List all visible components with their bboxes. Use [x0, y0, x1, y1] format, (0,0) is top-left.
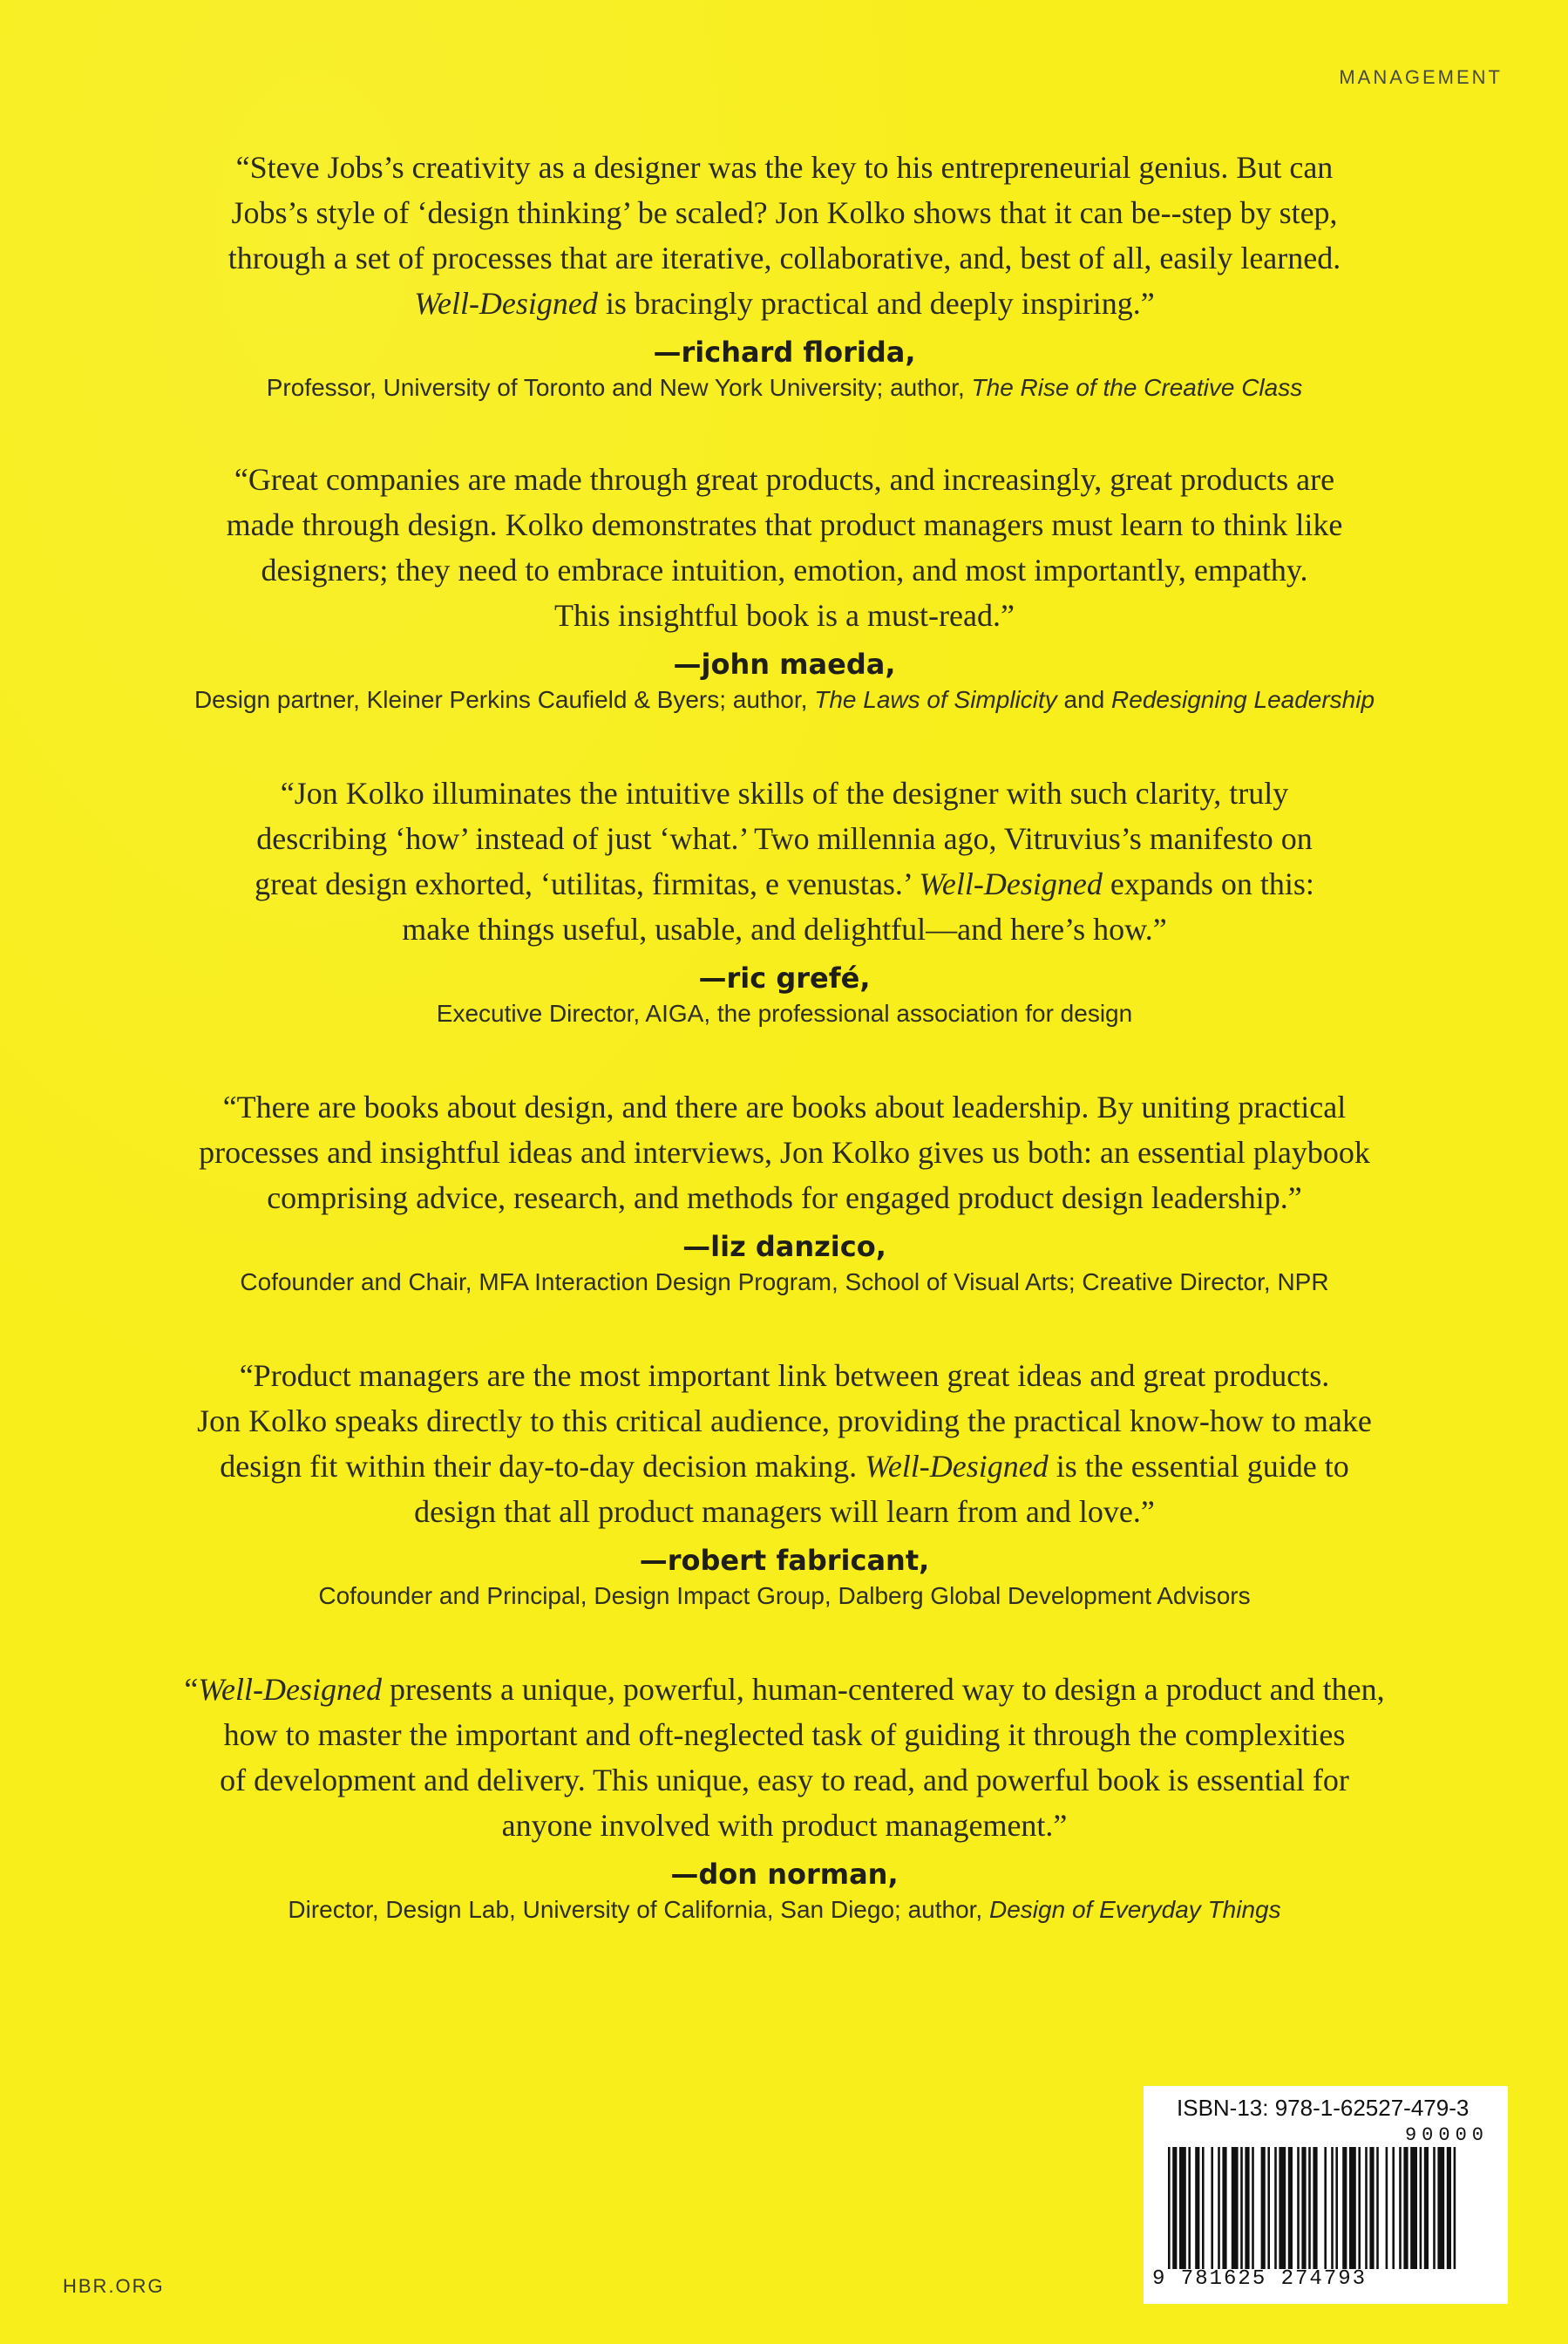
credential-book-title: Design of Everyday Things [989, 1896, 1281, 1923]
price-code: 90000 [1404, 2124, 1489, 2146]
credential-text: Director, Design Lab, University of California, San Diego; author, [288, 1896, 989, 1923]
credential-text: Design partner, Kleiner Perkins Caufield & Byers; author, [193, 686, 815, 713]
quote-text: great design exhorted, ‘utilitas, firmitas, e venustas.’ [255, 866, 920, 901]
endorser-credential [87, 371, 1482, 404]
quote-line: “There are books about design, and there are books about leadership. By uniting practical [222, 1090, 1347, 1124]
quote-line: made through design. Kolko demonstrates that product managers must learn to think like [226, 507, 1343, 542]
endorser-name: —ric grefé, [698, 961, 871, 995]
quote-line [87, 1444, 1482, 1489]
endorsement-danzico [87, 1084, 1482, 1299]
isbn-label: ISBN-13: 978-1-62527-479-3 [1177, 2095, 1470, 2121]
quote-line: “Product managers are the most important link between great ideas and great products. [239, 1358, 1330, 1393]
isbn-barcode [1144, 2086, 1508, 2304]
endorsement-quote [87, 457, 1482, 638]
endorsement-grefe [87, 771, 1482, 1030]
endorser-credential: Cofounder and Principal, Design Impact Group, Dalberg Global Development Advisors [318, 1582, 1251, 1609]
book-title-italic: Well-Designed [198, 1672, 382, 1707]
credential-text: Professor, University of Toronto and New York University; author, [266, 374, 972, 401]
quote-line: describing ‘how’ instead of just ‘what.’ Two millennia ago, Vitruvius’s manifesto on [256, 821, 1313, 856]
endorsement-quote [87, 771, 1482, 952]
quote-line: This insightful book is a must-read.” [554, 598, 1015, 633]
quote-line: “Steve Jobs’s creativity as a designer was the key to his entrepreneurial genius. But can [235, 150, 1334, 185]
endorser-name: —john maeda, [673, 648, 896, 681]
book-title-italic: Well-Designed [414, 286, 598, 321]
quote-text: is bracingly practical and deeply inspiring.” [597, 286, 1155, 321]
quote-line [87, 861, 1482, 907]
endorser-name: —richard florida, [653, 336, 916, 369]
endorsement-quote [87, 1084, 1482, 1220]
quote-text: design fit within their day-to-day decision making. [220, 1449, 865, 1484]
quote-text: is the essential guide to [1048, 1449, 1349, 1484]
credential-book-title: The Laws of Simplicity [814, 686, 1057, 713]
quote-line: comprising advice, research, and methods for engaged product design leadership.” [267, 1180, 1302, 1215]
quote-line: Jobs’s style of ‘design thinking’ be scaled? Jon Kolko shows that it can be--step by step, [231, 195, 1338, 230]
publisher-website: HBR.ORG [63, 2275, 165, 2297]
quote-text: presents a unique, powerful, human-centered way to design a product and then, [381, 1672, 1385, 1707]
category-label: MANAGEMENT [1339, 66, 1503, 88]
endorsement-norman [87, 1667, 1482, 1926]
quote-line [87, 281, 1482, 326]
endorser-name: —robert fabricant, [639, 1544, 930, 1577]
endorser-credential [87, 683, 1482, 717]
endorser-credential: Cofounder and Chair, MFA Interaction Design Program, School of Visual Arts; Creative Director, NPR [240, 1268, 1329, 1295]
endorser-name: —don norman, [670, 1858, 899, 1891]
quote-line: make things useful, usable, and delightful—and here’s how.” [402, 912, 1167, 947]
endorser-credential: Executive Director, AIGA, the professional association for design [436, 1000, 1133, 1027]
credential-book-title: The Rise of the Creative Class [971, 374, 1303, 401]
quote-text: expands on this: [1102, 866, 1314, 901]
quote-line: Jon Kolko speaks directly to this critical audience, providing the practical know-how to make [197, 1403, 1372, 1438]
book-title-italic: Well-Designed [865, 1449, 1049, 1484]
endorsement-maeda [87, 457, 1482, 717]
credential-text: and [1056, 686, 1112, 713]
quote-line: “Great companies are made through great products, and increasingly, great products are [234, 462, 1335, 497]
quote-line: “Jon Kolko illuminates the intuitive skills of the designer with such clarity, truly [280, 776, 1289, 811]
quote-line: how to master the important and oft-neglected task of guiding it through the complexities [223, 1717, 1346, 1752]
quote-line: anyone involved with product management.” [501, 1808, 1068, 1843]
quote-line [87, 1667, 1482, 1712]
endorsements [87, 145, 1482, 1926]
endorsement-quote [87, 1667, 1482, 1848]
endorser-name: —liz danzico, [682, 1230, 886, 1263]
endorsement-florida [87, 145, 1482, 404]
endorser-credential [87, 1893, 1482, 1926]
quote-text: “ [184, 1672, 199, 1707]
credential-book-title: Redesigning Leadership [1111, 686, 1375, 713]
endorsement-fabricant [87, 1353, 1482, 1613]
book-title-italic: Well-Designed [919, 866, 1103, 901]
barcode-digits: 9 781625 274793 [1152, 2267, 1368, 2291]
barcode-bars-icon [1168, 2147, 1490, 2269]
quote-line: designers; they need to embrace intuition, emotion, and most importantly, empathy. [261, 553, 1308, 588]
quote-line: processes and insightful ideas and interviews, Jon Kolko gives us both: an essential playbook [199, 1135, 1370, 1170]
endorsement-quote [87, 1353, 1482, 1534]
endorsement-quote [87, 145, 1482, 326]
quote-line: through a set of processes that are iterative, collaborative, and, best of all, easily learned. [227, 241, 1341, 275]
quote-line: design that all product managers will learn from and love.” [414, 1494, 1155, 1529]
quote-line: of development and delivery. This unique, easy to read, and powerful book is essential for [220, 1763, 1349, 1797]
